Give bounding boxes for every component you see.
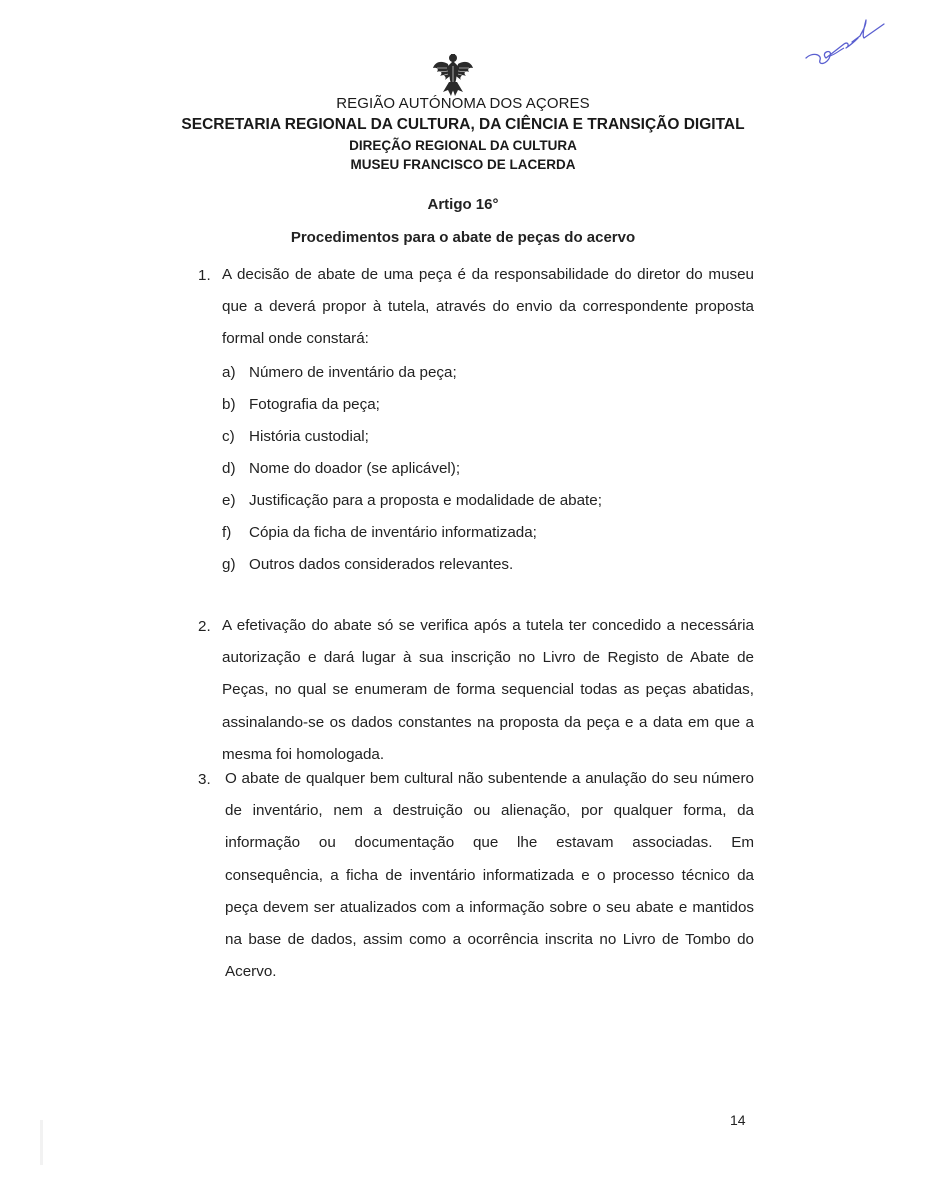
subitem-label: e) xyxy=(222,492,236,509)
subitem-label: c) xyxy=(222,428,235,445)
subitem xyxy=(222,524,537,541)
header-museu: MUSEU FRANCISCO DE LACERDA xyxy=(350,157,576,172)
subitem-text: Justificação para a proposta e modalidade de abate; xyxy=(249,492,602,509)
subitem-label: b) xyxy=(222,396,236,413)
subitem-text: Nome do doador (se aplicável); xyxy=(249,460,461,477)
scan-artifact-divider xyxy=(40,1120,43,1165)
subitem xyxy=(222,428,369,445)
subitem xyxy=(222,364,457,381)
item-number: 1. xyxy=(198,267,211,284)
subitem-text: Cópia da ficha de inventário informatizada; xyxy=(249,524,537,541)
header-secretaria: SECRETARIA REGIONAL DA CULTURA, DA CIÊNCIA E TRANSIÇÃO DIGITAL xyxy=(181,116,745,133)
subitem-text: História custodial; xyxy=(249,428,369,445)
signature-initials-icon xyxy=(800,8,890,68)
subitem-text: Fotografia da peça; xyxy=(249,396,380,413)
subitem xyxy=(222,396,380,413)
subitem-label: g) xyxy=(222,556,236,573)
header-direcao: DIREÇÃO REGIONAL DA CULTURA xyxy=(349,138,577,153)
page-number: 14 xyxy=(730,1112,746,1128)
subitem-label: a) xyxy=(222,364,236,381)
subitem-text: Outros dados considerados relevantes. xyxy=(249,556,514,573)
item-number: 3. xyxy=(198,771,211,788)
coat-of-arms-icon xyxy=(431,52,475,98)
subitem-label: f) xyxy=(222,524,232,541)
subitem-text: Número de inventário da peça; xyxy=(249,364,457,381)
article-title: Procedimentos para o abate de peças do acervo xyxy=(290,229,636,246)
item-1-text: A decisão de abate de uma peça é da responsabilidade do diretor do museu que a deverá propor à tutela, através do envio da correspondente proposta formal onde constará: xyxy=(222,266,754,348)
subitem-label: d) xyxy=(222,460,236,477)
subitem xyxy=(222,556,513,573)
subitem xyxy=(222,460,460,477)
header-region: REGIÃO AUTÓNOMA DOS AÇORES xyxy=(336,95,590,112)
item-number: 2. xyxy=(198,618,211,635)
article-number: Artigo 16° xyxy=(427,196,499,213)
item-2-text: A efetivação do abate só se verifica após a tutela ter concedido a necessária autorização e dará lugar à sua inscrição no Livro de Registo de Abate de Peças, no qual se enumeram de forma sequencial todas as peças abatidas, assinalando-se os dados constantes na proposta da peça e a data em que a mesma foi homologada. xyxy=(222,617,754,763)
subitem xyxy=(222,492,602,509)
item-3-text: O abate de qualquer bem cultural não subentende a anulação do seu número de inventário, nem a destruição ou alienação, por qualquer forma, da informação ou documentação que lhe estavam associadas. Em consequência, a ficha de inventário informatizada e o processo técnico da peça devem ser atualizados com a informação sobre o seu abate e mantidos na base de dados, assim como a ocorrência inscrita no Livro de Tombo do Acervo. xyxy=(225,770,754,981)
